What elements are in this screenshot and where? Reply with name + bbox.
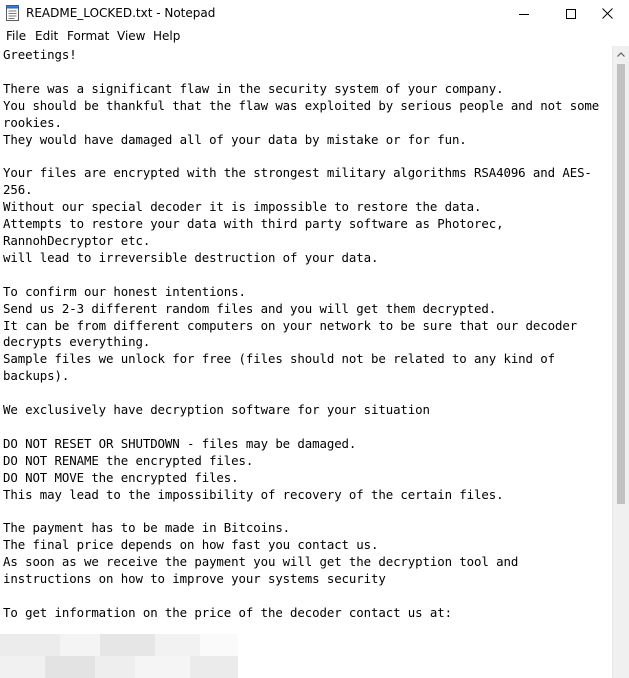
vertical-scrollbar[interactable] [612, 46, 629, 678]
redacted-contact-info [0, 634, 238, 678]
document-line: Send us 2-3 different random files and you will get them decrypted. [3, 300, 497, 316]
document-line: Sample files we unlock for free (files should not be related to any kind of [3, 351, 555, 367]
chevron-up-icon [617, 52, 625, 57]
scroll-up-arrow[interactable] [613, 46, 629, 63]
document-line: RannohDecryptor etc. [3, 232, 151, 248]
document-line: The payment has to be made in Bitcoins. [3, 520, 291, 536]
menu-format[interactable]: Format [67, 29, 110, 43]
document-line: Greetings! [3, 47, 77, 62]
scroll-thumb[interactable] [617, 64, 625, 504]
minimize-button[interactable] [501, 0, 547, 27]
document-line: It can be from different computers on your network to be sure that our decoder [3, 317, 578, 333]
document-line: You should be thankful that the flaw was exploited by serious people and not some [3, 97, 600, 113]
document-line: This may lead to the impossibility of recovery of the certain files. [3, 486, 504, 502]
document-line: We exclusively have decryption software for your situation [3, 402, 430, 418]
title-bar[interactable] [0, 0, 629, 27]
document-line: 256. [3, 182, 33, 198]
document-line: decrypts everything. [3, 334, 151, 350]
document-line: As soon as we receive the payment you will get the decryption tool and [3, 554, 519, 570]
document-line: They would have damaged all of your data by mistake or for fun. [3, 131, 467, 147]
close-button[interactable] [584, 0, 629, 27]
window-title: README_LOCKED.txt - Notepad [26, 6, 216, 20]
document-line: To confirm our honest intentions. [3, 283, 246, 299]
document-line: There was a significant flaw in the security system of your company. [3, 80, 504, 96]
menu-file[interactable]: File [6, 29, 27, 43]
close-icon [602, 8, 613, 19]
document-line: The final price depends on how fast you contact us. [3, 537, 379, 553]
menu-view[interactable]: View [117, 29, 146, 43]
document-line: To get information on the price of the decoder contact us at: [3, 604, 452, 620]
text-editor[interactable] [0, 46, 612, 678]
document-line: rookies. [3, 114, 62, 130]
document-line: DO NOT RESET OR SHUTDOWN - files may be damaged. [3, 435, 357, 451]
menu-bar [0, 27, 629, 46]
document-line: Without our special decoder it is impossible to restore the data. [3, 199, 482, 215]
document-line: DO NOT MOVE the encrypted files. [3, 469, 239, 485]
maximize-icon [566, 9, 576, 19]
document-line: Attempts to restore your data with third party software as Photorec, [3, 216, 504, 232]
document-text [3, 47, 599, 622]
minimize-icon [519, 9, 529, 19]
document-line: backups). [3, 368, 70, 384]
menu-help[interactable]: Help [153, 29, 181, 43]
document-line: will lead to irreversible destruction of your data. [3, 249, 379, 265]
document-line: DO NOT RENAME the encrypted files. [3, 452, 254, 468]
document-line: Your files are encrypted with the strongest military algorithms RSA4096 and AES- [3, 165, 592, 181]
document-line: instructions on how to improve your systems security [3, 571, 386, 587]
menu-edit[interactable]: Edit [35, 29, 59, 43]
notepad-icon [6, 5, 19, 21]
